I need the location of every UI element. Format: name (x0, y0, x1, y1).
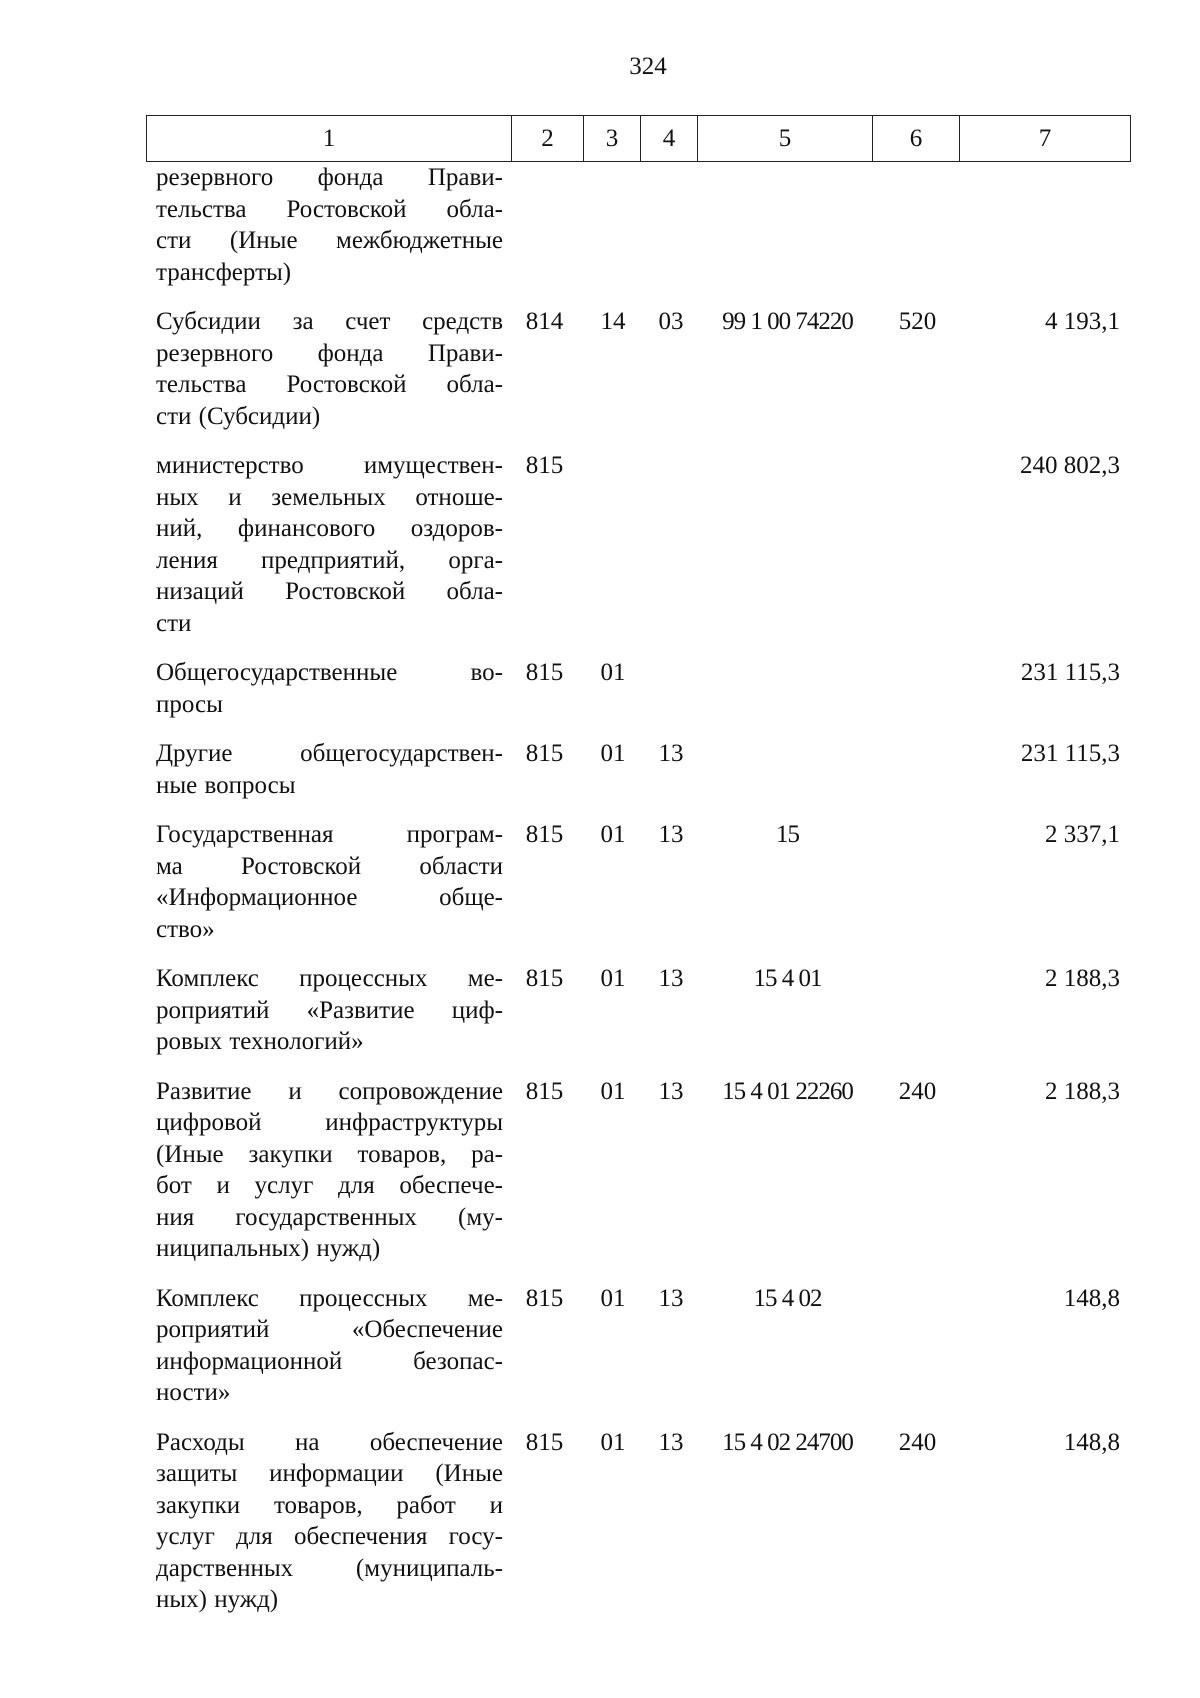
row-description-line: Общегосударственные во- (156, 659, 503, 686)
row-description (146, 306, 511, 432)
row-description-line: защиты информации (Иные (156, 1460, 503, 1487)
row-description (146, 450, 511, 639)
subsection-code: 13 (658, 965, 684, 992)
amount: 2 337,1 (1045, 821, 1120, 848)
row-description (146, 1427, 511, 1616)
section-code: 01 (600, 659, 626, 686)
target-item-code: 15 4 02 24700 (722, 1428, 853, 1456)
row-description-line: ных и земельных отноше- (156, 483, 503, 511)
row-description-line: «Информационное обще- (156, 884, 503, 911)
row-description-line: министерство имуществен- (156, 452, 503, 479)
column-header-1: 1 (147, 116, 512, 162)
subsection-code: 13 (658, 740, 684, 767)
section-code: 01 (600, 1077, 626, 1105)
subsection-code: 13 (658, 1284, 684, 1312)
row-description-line: ниципальных) нужд) (156, 1235, 381, 1262)
ministry-code: 815 (525, 821, 564, 848)
row-description-line: Расходы на обеспечение (156, 1428, 503, 1456)
table-header (146, 115, 1131, 162)
table-row (146, 306, 1130, 450)
row-description-line: дарственных (муниципаль- (156, 1554, 503, 1582)
column-header-5: 5 (698, 116, 873, 162)
table-body (146, 162, 1130, 1634)
row-description-line: Субсидии за счет средств (156, 308, 503, 335)
row-description (146, 963, 511, 1058)
row-description-line: Развитие и сопровождение (156, 1077, 503, 1105)
row-description-line: услуг для обеспечения госу- (156, 1523, 503, 1550)
row-description-line: Комплекс процессных ме- (156, 965, 503, 992)
ministry-code: 815 (525, 1077, 564, 1105)
row-description-line: ности» (156, 1379, 231, 1406)
target-item-code: 99 1 00 74220 (722, 308, 853, 335)
row-description-line: тельства Ростовской обла- (156, 195, 503, 223)
amount: 4 193,1 (1045, 308, 1120, 335)
row-description-line: роприятий «Развитие циф- (156, 996, 503, 1024)
row-description-line: сти (Иные межбюджетные (156, 227, 503, 254)
row-description-line: тельства Ростовской обла- (156, 371, 503, 398)
table-row (146, 1283, 1130, 1427)
column-header-2: 2 (512, 116, 584, 162)
row-description-line: ные вопросы (156, 771, 296, 799)
row-description-line: ма Ростовской области (156, 852, 503, 880)
amount: 231 115,3 (1020, 740, 1120, 767)
section-code: 01 (600, 740, 626, 767)
table-row (146, 450, 1130, 657)
target-item-code: 15 4 01 22260 (722, 1077, 853, 1105)
amount: 2 188,3 (1045, 965, 1120, 992)
row-description-line: резервного фонда Прави- (156, 164, 503, 191)
row-description-line: роприятий «Обеспечение (156, 1316, 503, 1343)
row-description-line: просы (156, 690, 223, 718)
subsection-code: 03 (658, 308, 684, 335)
row-description-line: информационной безопас- (156, 1347, 503, 1375)
row-description (146, 738, 511, 801)
row-description-line: ных) нужд) (156, 1586, 279, 1613)
amount: 231 115,3 (1020, 659, 1120, 686)
column-header-4: 4 (641, 116, 698, 162)
section-code: 01 (600, 1284, 626, 1312)
row-description-line: резервного фонда Прави- (156, 339, 503, 367)
target-item-code: 15 (776, 821, 799, 848)
page-number: 324 (629, 53, 667, 80)
table-row (146, 162, 1130, 306)
amount: 2 188,3 (1045, 1077, 1120, 1105)
ministry-code: 815 (525, 740, 564, 767)
ministry-code: 815 (525, 1284, 564, 1312)
table-row (146, 1427, 1130, 1634)
row-description-line: ния государственных (му- (156, 1203, 503, 1231)
row-description (146, 1283, 511, 1409)
amount: 240 802,3 (1020, 452, 1120, 479)
row-description-line: закупки товаров, работ и (156, 1491, 503, 1519)
row-description-line: ний, финансового оздоров- (156, 515, 503, 542)
row-description-line: ство» (156, 915, 215, 943)
section-code: 14 (600, 308, 626, 335)
target-item-code: 15 4 02 (753, 1284, 822, 1312)
row-description-line: сти (156, 609, 192, 637)
section-code: 01 (600, 965, 626, 992)
row-description-line: (Иные закупки товаров, ра- (156, 1140, 503, 1168)
row-description-line: низаций Ростовской обла- (156, 578, 503, 605)
table-row (146, 657, 1130, 738)
column-header-6: 6 (873, 116, 960, 162)
expense-type-code: 240 (898, 1428, 937, 1456)
row-description-line: ления предприятий, орга- (156, 546, 503, 574)
row-description-line: трансферты) (156, 258, 292, 286)
row-description-line: Государственная програм- (156, 821, 503, 848)
row-description (146, 819, 511, 945)
target-item-code: 15 4 01 (753, 965, 822, 992)
subsection-code: 13 (658, 821, 684, 848)
ministry-code: 815 (525, 659, 564, 686)
row-description-line: сти (Субсидии) (156, 402, 321, 430)
amount: 148,8 (1063, 1428, 1120, 1456)
subsection-code: 13 (658, 1077, 684, 1105)
row-description-line: цифровой инфраструктуры (156, 1109, 503, 1136)
table-row (146, 738, 1130, 819)
section-code: 01 (600, 1428, 626, 1456)
expense-type-code: 240 (898, 1077, 937, 1105)
row-description-line: Комплекс процессных ме- (156, 1284, 503, 1312)
row-description (146, 1076, 511, 1265)
row-description-line: Другие общегосударствен- (156, 740, 503, 767)
subsection-code: 13 (658, 1428, 684, 1456)
ministry-code: 814 (525, 308, 564, 335)
section-code: 01 (600, 821, 626, 848)
table-row (146, 963, 1130, 1076)
ministry-code: 815 (525, 452, 564, 479)
ministry-code: 815 (525, 965, 564, 992)
table-row (146, 819, 1130, 963)
row-description-line: бот и услуг для обеспече- (156, 1172, 503, 1199)
expense-type-code: 520 (898, 308, 937, 335)
table-row (146, 1076, 1130, 1283)
column-header-3: 3 (584, 116, 641, 162)
amount: 148,8 (1063, 1284, 1120, 1312)
ministry-code: 815 (525, 1428, 564, 1456)
row-description-line: ровых технологий» (156, 1028, 364, 1055)
row-description (146, 162, 511, 288)
row-description (146, 657, 511, 720)
column-header-7: 7 (960, 116, 1131, 162)
